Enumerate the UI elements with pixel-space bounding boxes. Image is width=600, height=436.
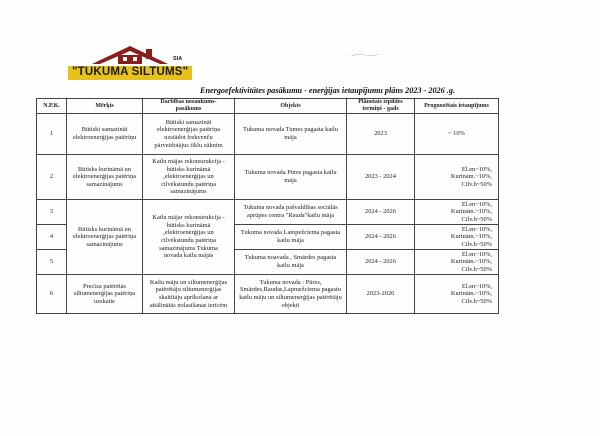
cell-ietaupijums: El.en~10%, Kurinām.~10%, Cilv.h~50% — [415, 200, 499, 225]
header-npk: N.P.K. — [37, 99, 67, 114]
header-darbiba: Darbības nosaukums- pasākums — [143, 99, 235, 114]
scan-mark-icon — [350, 52, 380, 58]
cell-npk: 4 — [37, 225, 67, 250]
cell-gads: 2023 - 2024 — [347, 155, 415, 200]
cell-objekts: Tukuma novada : Pūres, Smārdes,Raudas,Lapmežciema pagastu katlu māju un siltumenerģijas patērētāju objekti — [235, 275, 347, 314]
cell-npk: 5 — [37, 250, 67, 275]
cell-darbiba: Katlu mājas rekonstrukcija - būtisks kurināmā ,elektroenerģijas un cilvēkstundu patēriņa samazinājums — [143, 155, 235, 200]
table-row — [37, 275, 499, 314]
cell-gads: 2024 - 2026 — [347, 200, 415, 225]
cell-gads: 2023 — [347, 114, 415, 155]
cell-darbiba: Katlu māju un siltumenerģijas patērētāju siltumenerģijas skaitītāju aprīkošana ar attālinātās nolasīšanas ierīcēm — [143, 275, 235, 314]
cell-merkis-group: Būtisks kurināmā un elektroenerģijas patēriņa samazinājums — [67, 200, 143, 275]
cell-objekts: Tukuma novada pašvaldības sociālās aprūpes centra "Rauda"katlu māja — [235, 200, 347, 225]
company-logo — [68, 44, 192, 82]
cell-npk: 6 — [37, 275, 67, 314]
cell-objekts: Tukuma novada Tumes pagasta katlu māja — [235, 114, 347, 155]
cell-ietaupijums: ~ 10% — [415, 114, 499, 155]
cell-merkis: Būtiski samazināt elektroenerģijas patēriņu — [67, 114, 143, 155]
cell-objekts: Tukuma novada Pūres pagasta katlu māja — [235, 155, 347, 200]
house-roof-icon — [90, 44, 170, 66]
cell-npk: 2 — [37, 155, 67, 200]
cell-merkis: Būtisks kurināmā un elektroenerģijas patēriņa samazinājums — [67, 155, 143, 200]
cell-gads: 2024 - 2026 — [347, 225, 415, 250]
plan-table — [36, 98, 499, 314]
header-ietaupijums: Prognozētais ietaupījums — [415, 99, 499, 114]
table-header-row — [37, 99, 499, 114]
logo-company-name: "TUKUMA SILTUMS" — [72, 66, 189, 78]
cell-objekts: Tukuma noavada , Smārdes pagasta katlu māja — [235, 250, 347, 275]
cell-npk: 3 — [37, 200, 67, 225]
table-row — [37, 200, 499, 225]
cell-npk: 1 — [37, 114, 67, 155]
table-row — [37, 114, 499, 155]
cell-ietaupijums: El.en~10%, Kurinām.~10%, Cilv.h~50% — [415, 250, 499, 275]
table-row — [37, 155, 499, 200]
cell-ietaupijums: El.en~10%, Kurinām.~10%, Cilv.h~50% — [415, 275, 499, 314]
cell-ietaupijums: El.en~10%, Kurinām.~10%, Cilv.h~50% — [415, 155, 499, 200]
cell-objekts: Tukuma novada Lampežciema pagasta katlu māja — [235, 225, 347, 250]
cell-darbiba: Būtiski samazināt elektroenerģijas patēriņa uzstādot frekvenču pārveidotājus tīklu sūknim — [143, 114, 235, 155]
logo-prefix: SIA — [173, 56, 183, 62]
header-objekts: Objekts — [235, 99, 347, 114]
cell-merkis: Precīza patērētās siltumenerģijas patēriņa uzskaite — [67, 275, 143, 314]
cell-ietaupijums: El.en~10%, Kurinām.~10%, Cilv.h~50% — [415, 225, 499, 250]
cell-gads: 2023-2026 — [347, 275, 415, 314]
header-termins: Plānotais izpildes termiņš - gads — [347, 99, 415, 114]
cell-gads: 2024 - 2026 — [347, 250, 415, 275]
cell-darbiba-group: Katlu mājar rekonstrukcija - būtisks kurināmā ,elektroenerģijas un cilvēkstundu patēriņa samazinājums Tukuma novada katlu mājās — [143, 200, 235, 275]
document-title: Energoefektivitātes pasākumu - enerģijas ietaupījumu plāns 2023 - 2026 .g. — [200, 86, 455, 95]
header-merkis: Mērķis — [67, 99, 143, 114]
